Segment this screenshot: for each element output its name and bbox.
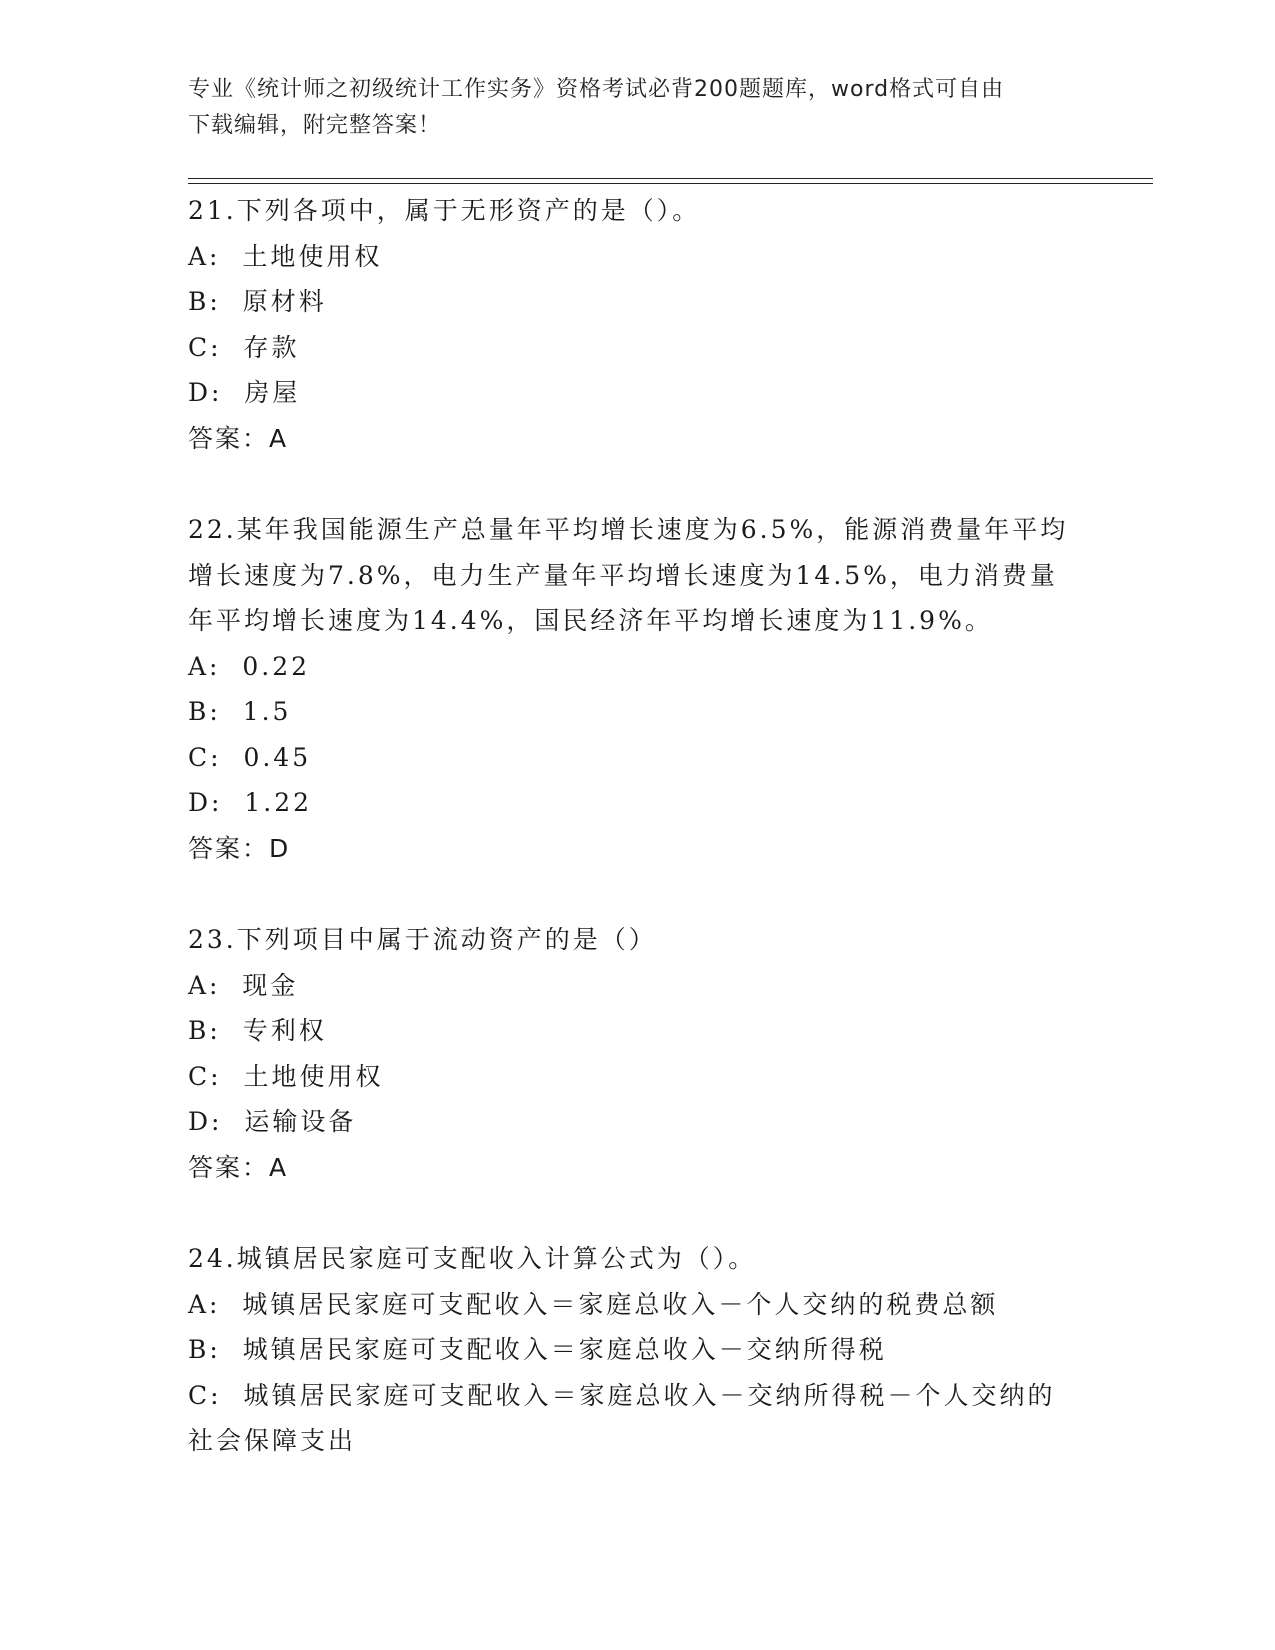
option-d: D: 运输设备 (188, 1107, 357, 1136)
question-stem: 23.下列项目中属于流动资产的是（） (188, 925, 657, 954)
header-divider-bottom (188, 183, 1153, 184)
option-d: D: 房屋 (188, 378, 301, 407)
option-c: C: 土地使用权 (188, 1061, 384, 1091)
option-c: C: 城镇居民家庭可支配收入＝家庭总收入－交纳所得税－个人交纳的 (188, 1380, 1056, 1410)
question-23 (188, 917, 1088, 1190)
option-a: A: 城镇居民家庭可支配收入＝家庭总收入－个人交纳的税费总额 (188, 1289, 999, 1319)
header-line-1: 专业《统计师之初级统计工作实务》资格考试必背200题题库，word格式可自由 (188, 77, 1005, 102)
question-stem-line-1: 22.某年我国能源生产总量年平均增长速度为6.5%，能源消费量年平均 (188, 515, 1069, 544)
option-b: B: 1.5 (188, 697, 292, 726)
option-d: D: 1.22 (188, 788, 313, 817)
option-a: A: 0.22 (188, 651, 311, 681)
answer-label: 答案：D (188, 833, 291, 863)
question-24 (188, 1236, 1088, 1464)
question-stem-line-3: 年平均增长速度为14.4%，国民经济年平均增长速度为11.9%。 (188, 606, 993, 635)
option-c: C: 0.45 (188, 742, 312, 772)
option-b: B: 原材料 (188, 287, 327, 316)
option-c: C: 存款 (188, 332, 300, 362)
spacer (188, 1190, 1088, 1236)
spacer (188, 461, 1088, 507)
option-c-continuation: 社会保障支出 (188, 1426, 357, 1455)
answer-label: 答案：A (188, 423, 289, 453)
document-header (188, 72, 1088, 144)
header-divider-top (188, 178, 1153, 179)
question-21 (188, 188, 1088, 461)
option-b: B: 城镇居民家庭可支配收入＝家庭总收入－交纳所得税 (188, 1335, 887, 1364)
option-b: B: 专利权 (188, 1016, 327, 1045)
question-stem-line-2: 增长速度为7.8%，电力生产量年平均增长速度为14.5%，电力消费量 (188, 560, 1058, 590)
question-list (188, 188, 1088, 1464)
question-22 (188, 507, 1088, 871)
question-stem: 24.城镇居民家庭可支配收入计算公式为（）。 (188, 1244, 757, 1273)
option-a: A: 现金 (188, 970, 299, 1000)
answer-label: 答案：A (188, 1152, 289, 1182)
header-line-2: 下载编辑，附完整答案！ (188, 113, 442, 138)
option-a: A: 土地使用权 (188, 241, 383, 271)
question-stem: 21.下列各项中，属于无形资产的是（）。 (188, 196, 701, 225)
spacer (188, 871, 1088, 917)
